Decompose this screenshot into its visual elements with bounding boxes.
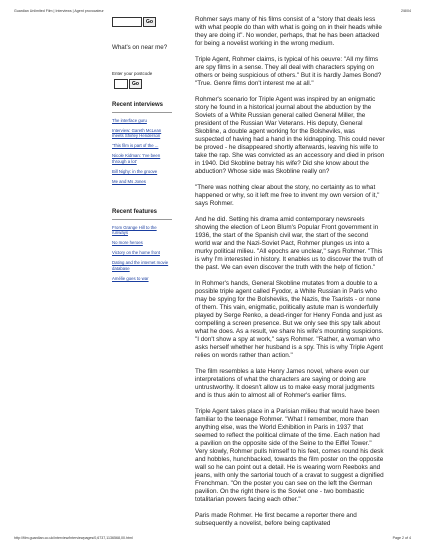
recent-features-section <box>112 209 172 281</box>
search-form <box>112 16 156 27</box>
article-paragraph: The film resembles a late Henry James novel, where even our interpretations of what the characters are saying or doing are untrustworthy. It doesn't allow us to make easy moral judgments and is thus akin to almost all of Rohmer's earlier films. <box>195 368 375 399</box>
feature-link[interactable]: Amélie goes to war <box>112 275 149 281</box>
print-date: 2/8/04 <box>401 9 411 13</box>
article-paragraph: Triple Agent, Rohmer claims, is typical of his oeuvre: "All my films are spy films in a sense. They all deal with characters spying on others or being suspicious of others." But it is hardly James Bond? "True. Genre films don't interest me at all." <box>195 56 382 87</box>
site-title: Guardian Unlimited Film | Interviews | Agent provocateur <box>14 9 104 13</box>
recent-interviews-title: Recent interviews <box>112 102 164 108</box>
page-number: Page 2 of 4 <box>392 536 411 540</box>
article-paragraph: Paris made Rohmer. He first became a reporter there and subsequently a novelist, before being captivated <box>195 512 357 527</box>
postcode-form <box>112 78 156 89</box>
search-input[interactable] <box>112 17 142 27</box>
interview-link[interactable]: Me and Ms Jones <box>112 178 146 184</box>
interview-link[interactable]: 'This film is part of the ... <box>112 143 159 149</box>
postcode-label: Enter your postcode <box>112 71 153 76</box>
recent-features-title: Recent features <box>112 209 158 215</box>
article-paragraph: And he did. Setting his drama amid contemporary newsreels showing the election of Leon Blum's Popular Front government in 1936, the start of the Spanish civil war, the start of the second world war and the Nazi-Soviet Pact, Rohmer plunges us into a murky political milieu. "All epochs are unclear," says Rohmer. "This is why I'm interested in history. It enables us to discover the truth of the past. We can even discover the truth with the help of fiction." <box>195 216 383 271</box>
recent-interviews-section <box>112 102 172 184</box>
postcode-input[interactable] <box>114 79 128 89</box>
article-paragraph: "There was nothing clear about the story, no certainty as to what happened or why, so it left me free to invent my own version of it," says Rohmer. <box>195 184 380 207</box>
interview-link[interactable]: Interview: Gareth McLean meets Shirley Henderson <box>112 127 162 138</box>
page-url: http://film.guardian.co.uk/interview/interviewpages/0,6737,1136568,00.html <box>14 536 133 540</box>
article-paragraph: Triple Agent takes place in a Parisian milieu that would have been familiar to the teenage Rohmer. "What I remember, more than anything else, was the World Exhibition in Paris in 1937 that seemed to reflect the political climate of the time. Each nation had a pavilion on the opposite side of the Seine to the Eiffel Tower." Very slowly, Rohmer pulls himself to his feet, comes round his desk and hobbles, hunchbacked, towards the film poster on the opposite wall so he can point out a detail. He is wearing worn Reeboks and jeans, with only the sartorial touch of a cravat to suggest a dignified Frenchman. "On the poster you can see on the left the German pavilion. On the right there is the Soviet one - two bombastic totalitarian powers facing each other." <box>195 408 384 503</box>
interview-link[interactable]: The interface guru <box>112 117 147 123</box>
interview-link[interactable]: Bill Nighy: in the groove <box>112 168 158 174</box>
section-divider <box>112 112 172 113</box>
section-divider <box>112 219 172 220</box>
article-paragraph: Rohmer says many of his films consist of a "story that deals less with what people do than with what is going on in their heads while they are doing it". No wonder, perhaps, that he has been attacked for being a novelist working in the wrong medium. <box>195 16 382 47</box>
article-paragraph: Rohmer's scenario for Triple Agent was inspired by an enigmatic story he found in a historical journal about the abduction by the Soviets of a White Russian general called General Miller, the president of the Russian War Veterans. His deputy, General Skobline, a double agent working for the Bolsheviks, was suspected of having had a hand in the kidnapping. This could never be proved - he disappeared shortly afterwards, leaving his wife to take the rap. She was convicted as an accessory and died in prison in 1940. Did Skobline betray his wife? Did she know about the abduction? Whose side was Skobline really on? <box>195 96 385 175</box>
postcode-go-button[interactable]: Go <box>129 79 142 89</box>
feature-link[interactable]: No more heroes <box>112 239 143 245</box>
article-body <box>195 16 385 536</box>
search-go-button[interactable]: Go <box>143 17 156 27</box>
feature-link[interactable]: Dating and the internet movie database <box>112 260 169 271</box>
whats-on-heading: What's on near me? <box>112 44 168 51</box>
feature-link[interactable]: From Grange Hill to the runways <box>112 224 157 235</box>
interview-link[interactable]: Nicole Kidman: 'I've been through a lot' <box>112 153 161 164</box>
feature-link[interactable]: Victory on the home front <box>112 250 160 256</box>
article-paragraph: In Rohmer's hands, General Skobline mutates from a double to a possible triple agent called Fyodor, a White Russian in Paris who may be spying for the Bolsheviks, the Nazis, the Tsarists - or none of them. This vain, enigmatic, politically astute man is wonderfully played by Serge Renko, a dead-ringer for Henry Fonda and just as compelling a screen presence. But we only see this spy talk about what he does. As a result, we share his wife's mounting suspicions. "I don't show a spy at work," says Rohmer. "Rather, a woman who asks herself whether her husband is a spy. This is why Triple Agent relies on words rather than action." <box>195 280 384 359</box>
